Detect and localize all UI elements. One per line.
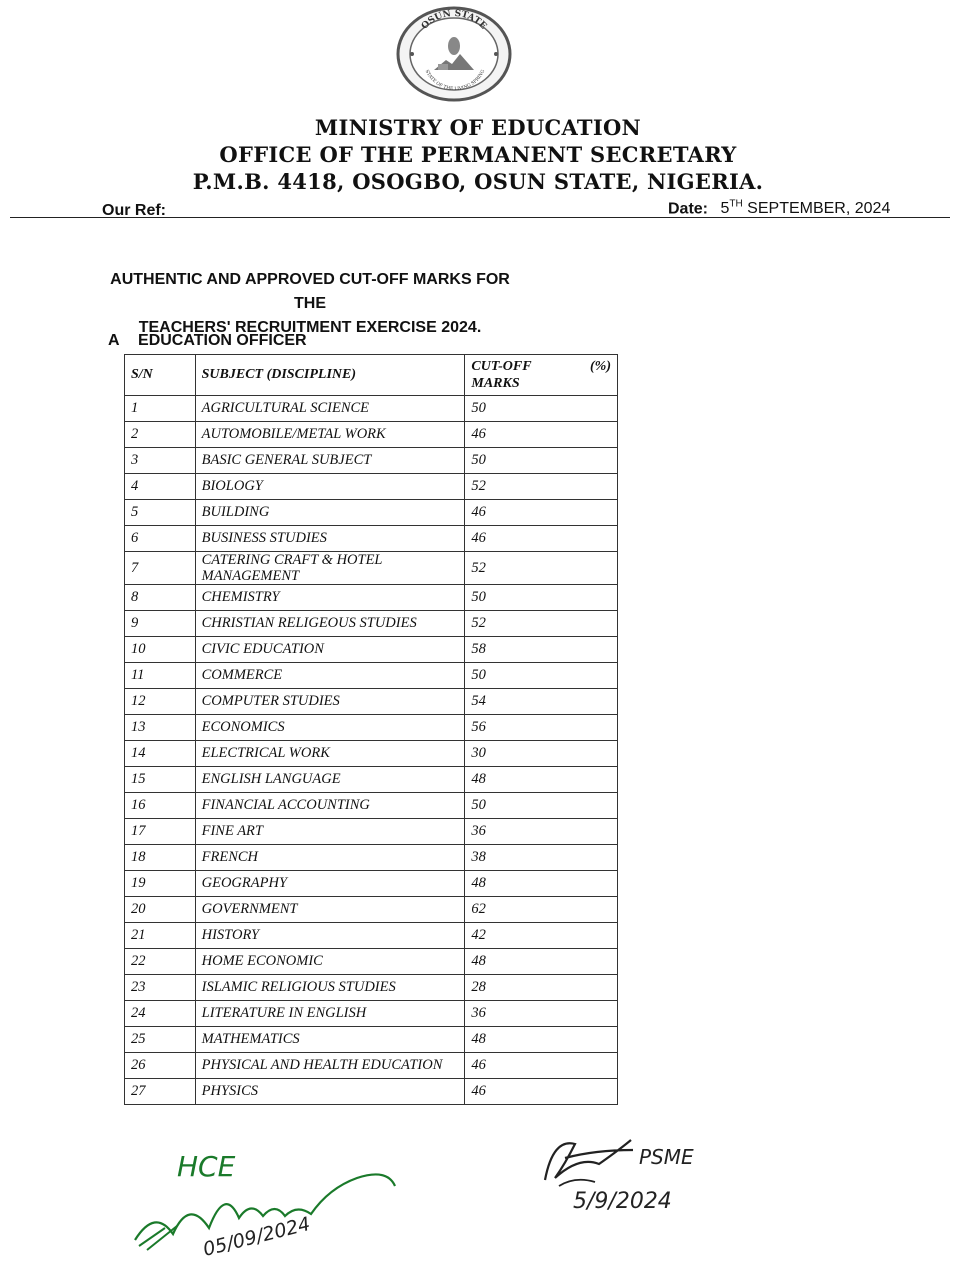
row-marks: 62 bbox=[465, 897, 618, 923]
row-subject: CHEMISTRY bbox=[195, 585, 465, 611]
section-letter: A bbox=[108, 332, 120, 349]
row-marks: 36 bbox=[465, 1001, 618, 1027]
hce-date: 05/09/2024 bbox=[200, 1213, 313, 1261]
row-subject: MATHEMATICS bbox=[195, 1027, 465, 1053]
row-sn: 15 bbox=[125, 767, 196, 793]
row-marks: 50 bbox=[465, 396, 618, 422]
table-row bbox=[125, 448, 618, 474]
row-subject: BUSINESS STUDIES bbox=[195, 526, 465, 552]
table-body bbox=[125, 396, 618, 1105]
row-subject: ELECTRICAL WORK bbox=[195, 741, 465, 767]
date-line bbox=[668, 199, 890, 218]
table-row bbox=[125, 923, 618, 949]
row-marks: 58 bbox=[465, 637, 618, 663]
row-marks: 46 bbox=[465, 1053, 618, 1079]
table-row bbox=[125, 689, 618, 715]
row-marks: 50 bbox=[465, 793, 618, 819]
hce-title: HCE bbox=[177, 1150, 236, 1183]
ministry-name: MINISTRY OF EDUCATION bbox=[314, 115, 642, 140]
row-subject: BIOLOGY bbox=[195, 474, 465, 500]
table-row bbox=[125, 474, 618, 500]
row-marks: 50 bbox=[465, 585, 618, 611]
row-subject: PHYSICAL AND HEALTH EDUCATION bbox=[195, 1053, 465, 1079]
row-sn: 8 bbox=[125, 585, 196, 611]
row-marks: 48 bbox=[465, 871, 618, 897]
office-name: OFFICE OF THE PERMANENT SECRETARY bbox=[219, 142, 737, 167]
row-sn: 19 bbox=[125, 871, 196, 897]
row-sn: 23 bbox=[125, 975, 196, 1001]
cutoff-marks-table bbox=[124, 354, 618, 1105]
table-row bbox=[125, 422, 618, 448]
row-sn: 5 bbox=[125, 500, 196, 526]
table-row bbox=[125, 715, 618, 741]
row-marks: 52 bbox=[465, 611, 618, 637]
table-row bbox=[125, 767, 618, 793]
date-label: Date: bbox=[668, 200, 709, 218]
row-subject: HOME ECONOMIC bbox=[195, 949, 465, 975]
psme-date: 5/9/2024 bbox=[573, 1189, 672, 1214]
row-marks: 46 bbox=[465, 526, 618, 552]
row-marks: 46 bbox=[465, 500, 618, 526]
row-marks: 48 bbox=[465, 1027, 618, 1053]
row-sn: 20 bbox=[125, 897, 196, 923]
col-sn-header: S/N bbox=[125, 355, 196, 396]
row-subject: ISLAMIC RELIGIOUS STUDIES bbox=[195, 975, 465, 1001]
row-sn: 6 bbox=[125, 526, 196, 552]
psme-signature bbox=[535, 1120, 755, 1220]
row-marks: 28 bbox=[465, 975, 618, 1001]
row-sn: 13 bbox=[125, 715, 196, 741]
table-row bbox=[125, 1079, 618, 1105]
row-subject: COMMERCE bbox=[195, 663, 465, 689]
section-heading bbox=[108, 332, 307, 350]
row-sn: 22 bbox=[125, 949, 196, 975]
header-divider bbox=[10, 217, 950, 218]
col-subject-header: SUBJECT (DISCIPLINE) bbox=[195, 355, 465, 396]
row-sn: 17 bbox=[125, 819, 196, 845]
table-row bbox=[125, 1001, 618, 1027]
table-row bbox=[125, 552, 618, 585]
row-sn: 18 bbox=[125, 845, 196, 871]
row-marks: 36 bbox=[465, 819, 618, 845]
row-sn: 1 bbox=[125, 396, 196, 422]
table-row bbox=[125, 526, 618, 552]
psme-title: PSME bbox=[639, 1145, 694, 1169]
row-sn: 12 bbox=[125, 689, 196, 715]
row-marks: 48 bbox=[465, 767, 618, 793]
row-subject: HISTORY bbox=[195, 923, 465, 949]
row-marks: 54 bbox=[465, 689, 618, 715]
hce-signature bbox=[125, 1128, 405, 1268]
row-sn: 4 bbox=[125, 474, 196, 500]
row-sn: 16 bbox=[125, 793, 196, 819]
row-subject: CIVIC EDUCATION bbox=[195, 637, 465, 663]
row-marks: 42 bbox=[465, 923, 618, 949]
table-row bbox=[125, 585, 618, 611]
row-marks: 52 bbox=[465, 552, 618, 585]
postal-address: P.M.B. 4418, OSOGBO, OSUN STATE, NIGERIA. bbox=[192, 169, 764, 194]
title-line-1: AUTHENTIC AND APPROVED CUT-OFF MARKS FOR THE bbox=[110, 271, 510, 312]
table-row bbox=[125, 611, 618, 637]
document-title bbox=[100, 268, 520, 340]
row-subject: BASIC GENERAL SUBJECT bbox=[195, 448, 465, 474]
row-marks: 52 bbox=[465, 474, 618, 500]
row-sn: 3 bbox=[125, 448, 196, 474]
row-sn: 7 bbox=[125, 552, 196, 585]
row-marks: 30 bbox=[465, 741, 618, 767]
row-subject: FRENCH bbox=[195, 845, 465, 871]
col-marks-label: CUT-OFF MARKS bbox=[471, 359, 532, 391]
our-ref-label: Our Ref: bbox=[102, 202, 166, 219]
row-marks: 48 bbox=[465, 949, 618, 975]
seal-text-bottom: STATE OF THE LIVING SPRING bbox=[423, 69, 487, 93]
table-row bbox=[125, 1027, 618, 1053]
row-sn: 10 bbox=[125, 637, 196, 663]
table-row bbox=[125, 819, 618, 845]
row-sn: 11 bbox=[125, 663, 196, 689]
row-subject: COMPUTER STUDIES bbox=[195, 689, 465, 715]
seal-text-top: OSUN STATE bbox=[419, 8, 489, 32]
date-suffix: TH bbox=[729, 199, 743, 210]
table-row bbox=[125, 871, 618, 897]
osun-state-seal bbox=[394, 4, 514, 102]
table-row bbox=[125, 663, 618, 689]
col-unit-label: (%) bbox=[590, 359, 611, 374]
row-subject: GOVERNMENT bbox=[195, 897, 465, 923]
table-row bbox=[125, 500, 618, 526]
row-sn: 21 bbox=[125, 923, 196, 949]
row-sn: 14 bbox=[125, 741, 196, 767]
col-marks-header bbox=[465, 355, 618, 396]
table-row bbox=[125, 741, 618, 767]
date-day: 5 bbox=[720, 200, 730, 218]
row-subject: ENGLISH LANGUAGE bbox=[195, 767, 465, 793]
row-subject: PHYSICS bbox=[195, 1079, 465, 1105]
row-subject: FINANCIAL ACCOUNTING bbox=[195, 793, 465, 819]
row-marks: 46 bbox=[465, 1079, 618, 1105]
table-header-row bbox=[125, 355, 618, 396]
row-subject: ECONOMICS bbox=[195, 715, 465, 741]
row-sn: 9 bbox=[125, 611, 196, 637]
date-rest: SEPTEMBER, 2024 bbox=[747, 200, 891, 218]
table-row bbox=[125, 793, 618, 819]
row-subject: AUTOMOBILE/METAL WORK bbox=[195, 422, 465, 448]
row-marks: 50 bbox=[465, 663, 618, 689]
row-subject: GEOGRAPHY bbox=[195, 871, 465, 897]
row-marks: 50 bbox=[465, 448, 618, 474]
row-subject: CATERING CRAFT & HOTEL MANAGEMENT bbox=[195, 552, 465, 585]
table-row bbox=[125, 637, 618, 663]
row-subject: LITERATURE IN ENGLISH bbox=[195, 1001, 465, 1027]
row-sn: 25 bbox=[125, 1027, 196, 1053]
row-subject: AGRICULTURAL SCIENCE bbox=[195, 396, 465, 422]
table-row bbox=[125, 396, 618, 422]
title-line-2: TEACHERS' RECRUITMENT EXERCISE 2024. bbox=[138, 319, 482, 336]
row-sn: 27 bbox=[125, 1079, 196, 1105]
table-row bbox=[125, 897, 618, 923]
row-subject: CHRISTIAN RELIGEOUS STUDIES bbox=[195, 611, 465, 637]
table-row bbox=[125, 1053, 618, 1079]
table-row bbox=[125, 845, 618, 871]
row-subject: BUILDING bbox=[195, 500, 465, 526]
row-subject: FINE ART bbox=[195, 819, 465, 845]
row-sn: 2 bbox=[125, 422, 196, 448]
row-sn: 26 bbox=[125, 1053, 196, 1079]
table-row bbox=[125, 949, 618, 975]
table-row bbox=[125, 975, 618, 1001]
row-marks: 46 bbox=[465, 422, 618, 448]
row-marks: 38 bbox=[465, 845, 618, 871]
row-marks: 56 bbox=[465, 715, 618, 741]
row-sn: 24 bbox=[125, 1001, 196, 1027]
section-name: EDUCATION OFFICER bbox=[138, 332, 307, 349]
